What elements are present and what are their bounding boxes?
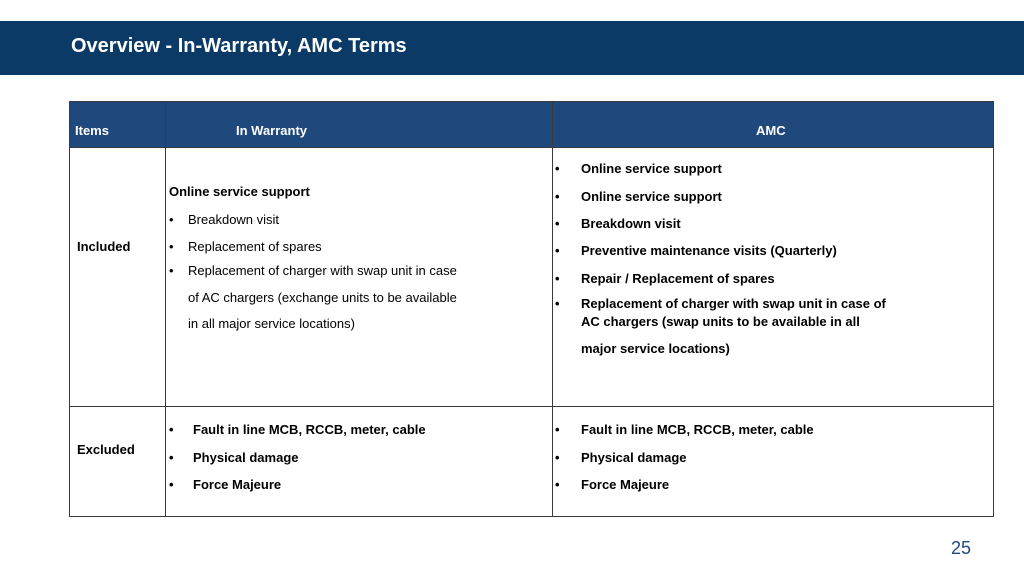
amc-included-item: Repair / Replacement of spares — [581, 271, 775, 286]
warranty-included-continuation: of AC chargers (exchange units to be available — [188, 290, 457, 305]
amc-excluded-item: Fault in line MCB, RCCB, meter, cable — [581, 422, 814, 437]
bullet: • — [555, 243, 560, 258]
amc-included-item: Online service support — [581, 189, 722, 204]
warranty-included-item: Breakdown visit — [188, 212, 280, 227]
warranty-excluded-item: Physical damage — [193, 450, 299, 465]
amc-excluded-item: Force Majeure — [581, 477, 670, 492]
bullet: • — [555, 271, 560, 286]
bullet: • — [555, 296, 560, 311]
bullet: • — [555, 422, 560, 437]
warranty-excluded-item: Force Majeure — [193, 477, 282, 492]
row-label-excluded: Excluded — [77, 442, 135, 457]
column-divider-1 — [165, 102, 166, 516]
bullet: • — [169, 450, 174, 465]
bullet: • — [169, 263, 174, 278]
warranty-included-item: Replacement of spares — [188, 239, 322, 254]
warranty-included-item: Replacement of charger with swap unit in case — [188, 263, 457, 278]
bullet: • — [555, 189, 560, 204]
slide-title: Overview - In-Warranty, AMC Terms — [71, 35, 407, 57]
header-in-warranty: In Warranty — [236, 123, 308, 138]
amc-excluded-item: Physical damage — [581, 450, 687, 465]
bullet: • — [169, 422, 174, 437]
row-label-included: Included — [77, 239, 131, 254]
bullet: • — [169, 477, 174, 492]
bullet: • — [555, 477, 560, 492]
bullet: • — [555, 450, 560, 465]
page-number: 25 — [951, 538, 972, 558]
warranty-included-heading: Online service support — [169, 184, 310, 199]
warranty-included-continuation: in all major service locations) — [188, 316, 355, 331]
amc-included-item: Replacement of charger with swap unit in case of — [581, 296, 886, 311]
amc-included-item: Breakdown visit — [581, 216, 681, 231]
terms-table — [69, 101, 994, 517]
row-divider — [70, 406, 993, 407]
column-divider-2 — [552, 102, 553, 516]
amc-included-continuation: AC chargers (swap units to be available in all — [581, 314, 860, 329]
header-items: Items — [75, 123, 109, 138]
amc-included-item: Preventive maintenance visits (Quarterly) — [581, 243, 837, 258]
header-amc: AMC — [756, 123, 786, 138]
warranty-excluded-item: Fault in line MCB, RCCB, meter, cable — [193, 422, 426, 437]
bullet: • — [169, 239, 174, 254]
bullet: • — [555, 161, 560, 176]
title-bar — [0, 21, 1024, 75]
bullet: • — [169, 212, 174, 227]
table-header — [70, 102, 993, 148]
amc-included-item: Online service support — [581, 161, 722, 176]
amc-included-continuation: major service locations) — [581, 341, 730, 356]
bullet: • — [555, 216, 560, 231]
